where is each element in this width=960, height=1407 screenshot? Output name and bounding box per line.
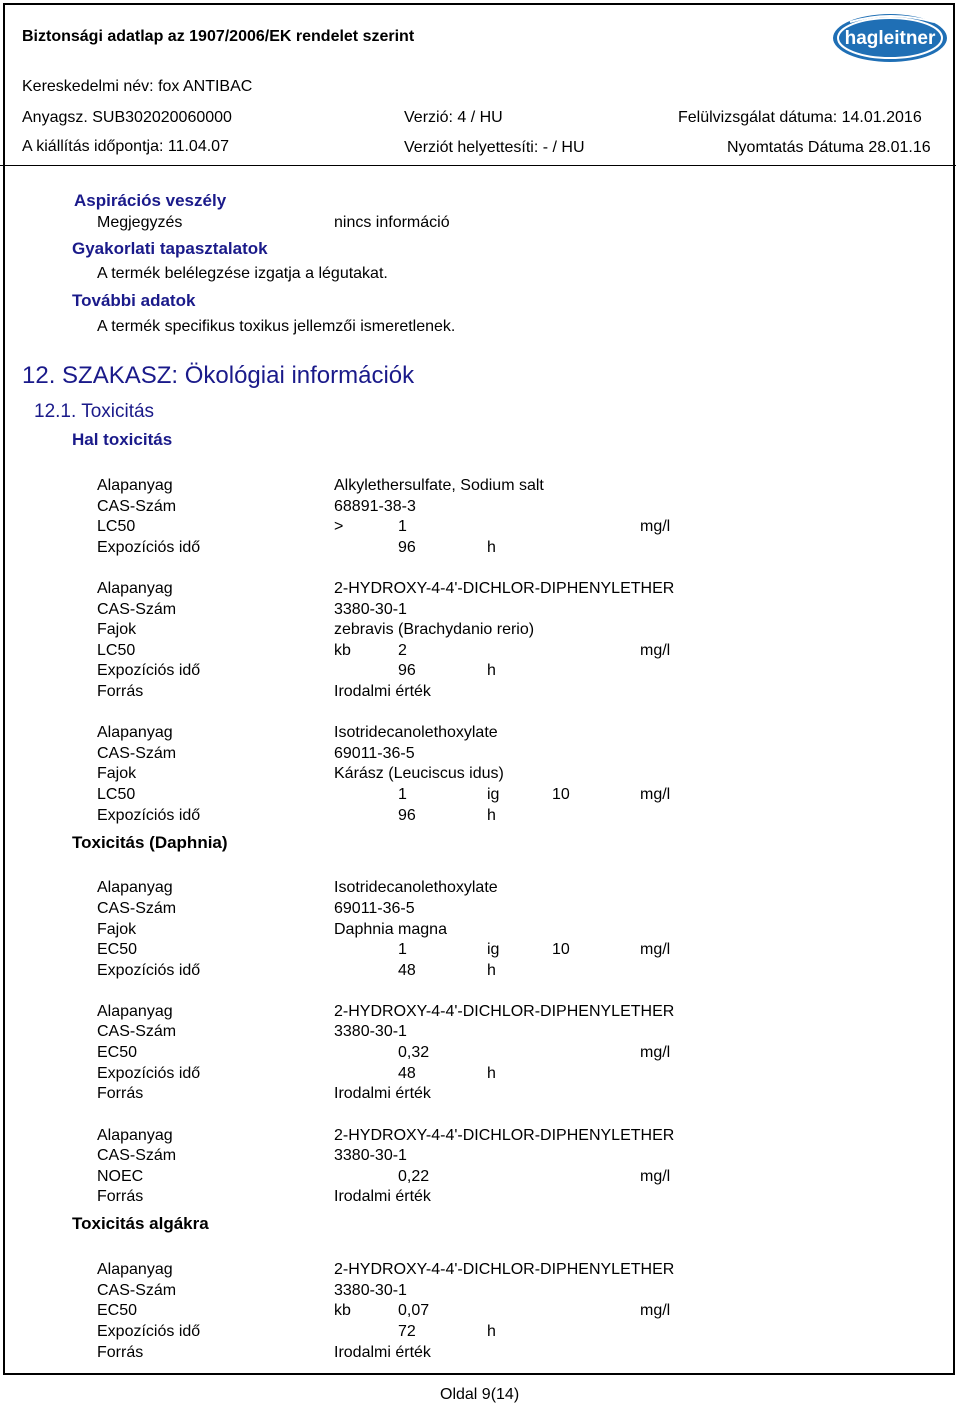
cas-value: 3380-30-1 — [334, 601, 407, 618]
daphnia-toxicity-heading: Toxicitás (Daphnia) — [72, 833, 228, 852]
species-value: Kárász (Leuciscus idus) — [334, 765, 504, 782]
aspiration-heading: Aspirációs veszély — [74, 191, 227, 210]
noec-unit: mg/l — [640, 1168, 671, 1185]
label-lc50: LC50 — [97, 786, 136, 803]
label-source: Forrás — [97, 1344, 144, 1361]
substance-value: Isotridecanolethoxylate — [334, 879, 498, 896]
issue-date: A kiállítás időpontja: 11.04.07 — [22, 138, 229, 155]
label-cas: CAS-Szám — [97, 1023, 177, 1040]
substance-value: 2-HYDROXY-4-4'-DICHLOR-DIPHENYLETHER — [334, 1003, 675, 1020]
lc50-value: 1 — [398, 786, 407, 803]
label-ec50: EC50 — [97, 1302, 138, 1319]
substance-value: Isotridecanolethoxylate — [334, 724, 498, 741]
practical-text: A termék belélegzése izgatja a légutakat. — [97, 265, 388, 282]
exposure-value: 72 — [398, 1323, 416, 1340]
lc50-value: 2 — [398, 642, 407, 659]
source-value: Irodalmi érték — [334, 1085, 431, 1102]
label-cas: CAS-Szám — [97, 1282, 177, 1299]
species-value: Daphnia magna — [334, 921, 447, 938]
label-source: Forrás — [97, 683, 144, 700]
label-substance: Alapanyag — [97, 724, 173, 741]
cas-value: 3380-30-1 — [334, 1023, 407, 1040]
exposure-value: 96 — [398, 807, 416, 824]
practical-heading: Gyakorlati tapasztalatok — [72, 239, 268, 258]
ec50-prefix: kb — [334, 1302, 351, 1319]
ec50-value-2: 10 — [552, 941, 570, 958]
label-ec50: EC50 — [97, 941, 138, 958]
label-cas: CAS-Szám — [97, 745, 177, 762]
source-value: Irodalmi érték — [334, 1188, 431, 1205]
label-species: Fajok — [97, 921, 137, 938]
label-exposure: Expozíciós idő — [97, 962, 201, 979]
exposure-value: 48 — [398, 962, 416, 979]
ec50-value: 0,07 — [398, 1302, 430, 1319]
label-source: Forrás — [97, 1188, 144, 1205]
label-cas: CAS-Szám — [97, 1147, 177, 1164]
exposure-value: 96 — [398, 662, 416, 679]
exposure-unit: h — [487, 962, 496, 979]
exposure-unit: h — [487, 539, 496, 556]
label-exposure: Expozíciós idő — [97, 807, 201, 824]
ec50-to: ig — [487, 941, 500, 958]
lc50-to: ig — [487, 786, 500, 803]
lc50-value-2: 10 — [552, 786, 570, 803]
lc50-value: 1 — [398, 518, 407, 535]
label-lc50: LC50 — [97, 642, 136, 659]
label-cas: CAS-Szám — [97, 900, 177, 917]
ec50-unit: mg/l — [640, 941, 671, 958]
label-substance: Alapanyag — [97, 1003, 173, 1020]
exposure-value: 48 — [398, 1065, 416, 1082]
substance-value: 2-HYDROXY-4-4'-DICHLOR-DIPHENYLETHER — [334, 1261, 675, 1278]
cas-value: 3380-30-1 — [334, 1147, 407, 1164]
material-number: Anyagsz. SUB302020060000 — [22, 109, 232, 126]
noec-value: 0,22 — [398, 1168, 430, 1185]
label-exposure: Expozíciós idő — [97, 1065, 201, 1082]
label-source: Forrás — [97, 1085, 144, 1102]
svg-text:hagleitner: hagleitner — [844, 28, 936, 49]
exposure-unit: h — [487, 1065, 496, 1082]
cas-value: 68891-38-3 — [334, 498, 416, 515]
fish-toxicity-heading: Hal toxicitás — [72, 430, 173, 449]
ec50-unit: mg/l — [640, 1302, 671, 1319]
further-heading: További adatok — [72, 291, 196, 310]
replaces-version: Verziót helyettesíti: - / HU — [404, 139, 585, 156]
ec50-value: 0,32 — [398, 1044, 430, 1061]
label-substance: Alapanyag — [97, 879, 173, 896]
ec50-value: 1 — [398, 941, 407, 958]
source-value: Irodalmi érték — [334, 1344, 431, 1361]
label-species: Fajok — [97, 765, 137, 782]
lc50-unit: mg/l — [640, 786, 671, 803]
document-title: Biztonsági adatlap az 1907/2006/EK rendelet szerint — [22, 28, 415, 45]
lc50-unit: mg/l — [640, 642, 671, 659]
aspiration-note-value: nincs információ — [334, 214, 450, 231]
label-exposure: Expozíciós idő — [97, 1323, 201, 1340]
revision-date: Felülvizsgálat dátuma: 14.01.2016 — [678, 109, 922, 126]
label-noec: NOEC — [97, 1168, 144, 1185]
exposure-unit: h — [487, 807, 496, 824]
cas-value: 69011-36-5 — [334, 745, 415, 762]
lc50-unit: mg/l — [640, 518, 671, 535]
substance-value: Alkylethersulfate, Sodium salt — [334, 477, 544, 494]
document-header — [0, 0, 956, 166]
aspiration-note-label: Megjegyzés — [97, 214, 183, 231]
print-date: Nyomtatás Dátuma 28.01.16 — [727, 139, 931, 156]
label-ec50: EC50 — [97, 1044, 138, 1061]
substance-value: 2-HYDROXY-4-4'-DICHLOR-DIPHENYLETHER — [334, 1127, 675, 1144]
species-value: zebravis (Brachydanio rerio) — [334, 621, 535, 638]
cas-value: 69011-36-5 — [334, 900, 415, 917]
label-exposure: Expozíciós idő — [97, 662, 201, 679]
cas-value: 3380-30-1 — [334, 1282, 407, 1299]
label-substance: Alapanyag — [97, 477, 173, 494]
further-text: A termék specifikus toxikus jellemzői ismeretlenek. — [97, 318, 456, 335]
version: Verzió: 4 / HU — [404, 109, 503, 126]
section-12-1-title: 12.1. Toxicitás — [34, 401, 155, 422]
page-number: Oldal 9(14) — [440, 1386, 520, 1403]
exposure-unit: h — [487, 1323, 496, 1340]
exposure-unit: h — [487, 662, 496, 679]
lc50-prefix: > — [334, 518, 344, 535]
label-substance: Alapanyag — [97, 1261, 173, 1278]
label-lc50: LC50 — [97, 518, 136, 535]
label-substance: Alapanyag — [97, 1127, 173, 1144]
exposure-value: 96 — [398, 539, 416, 556]
substance-value: 2-HYDROXY-4-4'-DICHLOR-DIPHENYLETHER — [334, 580, 675, 597]
lc50-prefix: kb — [334, 642, 351, 659]
label-cas: CAS-Szám — [97, 498, 177, 515]
section-12-title: 12. SZAKASZ: Ökológiai információk — [22, 362, 415, 389]
trade-name: Kereskedelmi név: fox ANTIBAC — [22, 78, 253, 95]
label-cas: CAS-Szám — [97, 601, 177, 618]
label-exposure: Expozíciós idő — [97, 539, 201, 556]
ec50-unit: mg/l — [640, 1044, 671, 1061]
hagleitner-logo — [830, 8, 950, 66]
label-substance: Alapanyag — [97, 580, 173, 597]
source-value: Irodalmi érték — [334, 683, 431, 700]
label-species: Fajok — [97, 621, 137, 638]
algae-toxicity-heading: Toxicitás algákra — [72, 1214, 209, 1233]
